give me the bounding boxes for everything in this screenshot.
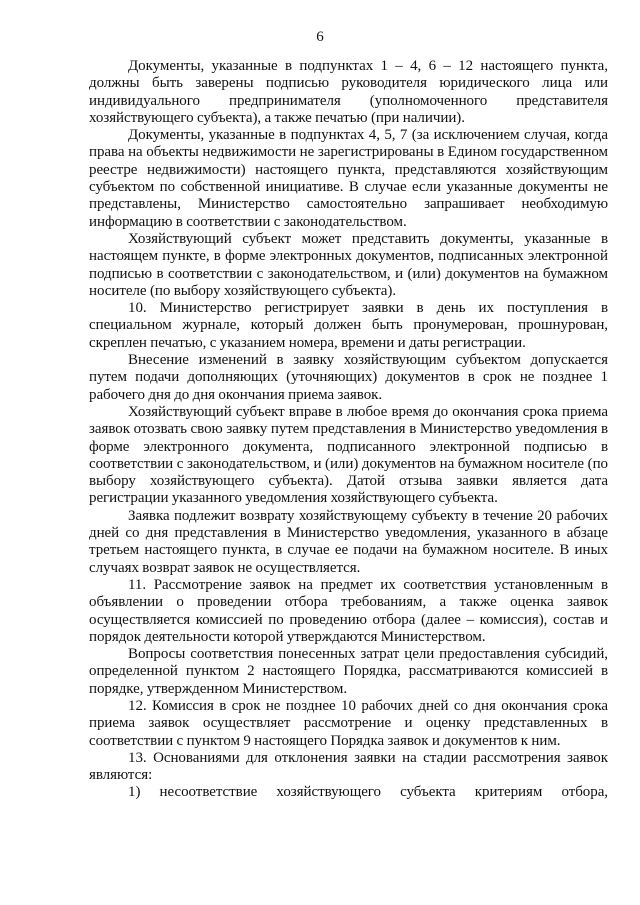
paragraph-real-estate-documents: Документы, указанные в подпунктах 4, 5, 7 (за исключением случая, когда права на объекты недвижимости не зарегистрированы в Едином государственном реестре недвижимости) настоящего пункта, представляются хозяйствующим субъектом по собственной инициативе. В случае если указанные документы не представлены, Министерство самостоятельно запрашивает необходимую информацию в соответствии с законодательством.: [89, 127, 608, 230]
paragraph-item-10-registration: 10. Министерство регистрирует заявки в день их поступления в специальном журнале, который должен быть пронумерован, прошнурован, скреплен печатью, с указанием номера, времени и даты регистрации.: [89, 300, 608, 351]
document-body: [89, 58, 608, 802]
paragraph-documents-certification: Документы, указанные в подпунктах 1 – 4, 6 – 12 настоящего пункта, должны быть заверены подписью руководителя юридического лица или индивидуального предпринимателя (уполномоченного представителя хозяйствующего субъекта), а также печатью (при наличии).: [89, 58, 608, 126]
paragraph-item-11-review: 11. Рассмотрение заявок на предмет их соответствия установленным в объявлении о проведении отбора требованиям, а также оценка заявок осуществляется комиссией по проведению отбора (далее – комиссия), состав и порядок деятельности которой утверждаются Министерством.: [89, 576, 608, 645]
paragraph-rejection-ground-1: 1) несоответствие хозяйствующего субъекта критериям отбора,: [128, 784, 608, 801]
paragraph-item-13-rejection-grounds: 13. Основаниями для отклонения заявки на стадии рассмотрения заявок являются:: [89, 749, 608, 784]
paragraph-application-withdrawal: Хозяйствующий субъект вправе в любое время до окончания срока приема заявок отозвать свою заявку путем представления в Министерство уведомления в форме электронного документа, подписанного электронной подписью в соответствии с законодательством, и (или) документов на бумажном носителе (по выбору хозяйствующего субъекта). Датой отзыва заявки является дата регистрации указанного уведомления хозяйствующего субъекта.: [89, 403, 608, 507]
paragraph-item-12-commission: 12. Комиссия в срок не позднее 10 рабочих дней со дня окончания срока приема заявок осуществляет рассмотрение и оценку представленных в соответствии с пунктом 9 настоящего Порядка заявок и документов к ним.: [89, 697, 608, 749]
page-number: 6: [316, 29, 324, 45]
paragraph-application-return: Заявка подлежит возврату хозяйствующему субъекту в течение 20 рабочих дней со дня представления в Министерство уведомления, указанного в абзаце третьем настоящего пункта, в случае ее подачи на бумажном носителе. В иных случаях возврат заявок не осуществляется.: [89, 507, 608, 576]
paragraph-application-changes: Внесение изменений в заявку хозяйствующим субъектом допускается путем подачи дополняющих (уточняющих) документов в срок не позднее 1 рабочего дня до дня окончания приема заявок.: [89, 352, 608, 403]
paragraph-electronic-documents: Хозяйствующий субъект может представить документы, указанные в настоящем пункте, в форме электронных документов, подписанных электронной подписью в соответствии с законодательством, и (или) документов на бумажном носителе (по выбору хозяйствующего субъекта).: [89, 230, 608, 299]
paragraph-costs-compliance: Вопросы соответствия понесенных затрат цели предоставления субсидий, определенной пунктом 2 настоящего Порядка, рассматриваются комиссией в порядке, утвержденном Министерством.: [89, 646, 608, 697]
